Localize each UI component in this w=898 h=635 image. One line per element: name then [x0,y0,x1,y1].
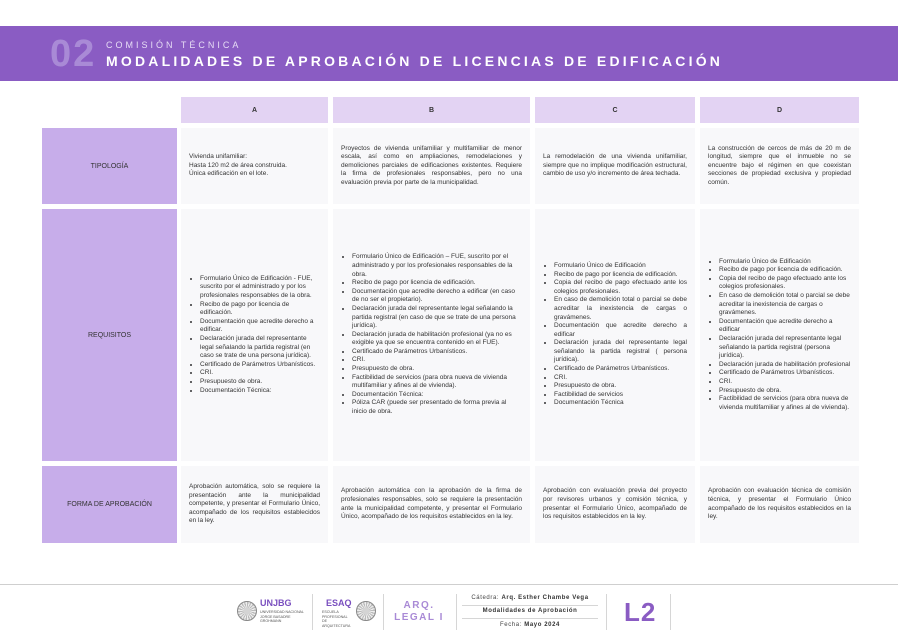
requisito-item: • Documentación que acredite derecho a edificar (en caso de no ser el propietario). [352,288,522,305]
requisito-item: • Documentación que acredite derecho a edificar [719,318,851,335]
course-name [390,600,448,624]
section-subtitle: COMISIÓN TÉCNICA [106,40,242,50]
course-name-line2: LEGAL I [394,612,444,623]
tipologia-a-line: Hasta 120 m2 de área construida. [189,161,287,169]
page-title: MODALIDADES DE APROBACIÓN DE LICENCIAS DE EDIFICACIÓN [106,53,724,69]
section-number: 02 [50,33,97,75]
aprobacion-a-text: Aprobación automática, solo se requiere la presentación ante la municipalidad competente, y presentar el Formulario Único, acompañado de los requisitos establecidos en la ley. [189,483,320,525]
requisito-item: • Declaración jurada del representante legal señalando la partida registral (persona jurídica). [719,335,851,361]
aprobacion-d-text: Aprobación con evaluación técnica de comisión técnica, y presentar el Formulario Único acompañado de los requisitos establecidos en la ley. [708,487,851,521]
requisito-item: • Declaración jurada de habilitación profesional (ya no es exigible ya que se encuentra contenido en el FUE). [352,331,522,348]
requisito-item: • Declaración jurada del representante legal señalando la partida registral (en caso de que se trate de una persona jurídica). [352,305,522,331]
requisito-item: • Certificado de Parámetros Urbanísticos. [200,361,320,370]
requisito-item: • Formulario Único de Edificación [554,262,687,271]
aprobacion-b-text: Aprobación automática con la aprobación de la firma de profesionales responsables, solo se requiere la presentación ante la municipalidad competente, y presentar el Formulario Único, acompañado de los requisitos establecidos en la ley. [341,487,522,521]
course-name-line1: ARQ. [403,600,435,611]
requisitos-b-list [341,253,522,416]
cell-tipologia-c [535,128,695,204]
requisito-item: • En caso de demolición total o parcial se debe acreditar la inexistencia de cargas o gravámenes. [719,292,851,318]
cell-tipologia-d [700,128,859,204]
requisito-item: • Presupuesto de obra. [352,365,522,374]
requisito-item: • Presupuesto de obra. [200,378,320,387]
requisito-item: • Recibo de pago por licencia de edificación. [200,301,320,318]
esaq-seal-icon [356,601,376,621]
cell-requisitos-b [333,209,530,461]
catedra-value: Arq. Esther Chambe Vega [501,595,589,601]
requisito-item: • Póliza CAR (puede ser presentado de forma previa al inicio de obra. [352,399,522,416]
cell-aprobacion-c [535,466,695,543]
requisito-item: • En caso de demolición total o parcial se debe acreditar la inexistencia de cargas o gravámenes. [554,296,687,322]
cell-requisitos-c [535,209,695,461]
footer-separator [312,594,313,630]
requisito-item: • Presupuesto de obra. [719,387,851,396]
fecha-label: Fecha: [500,622,522,628]
cell-tipologia-b [333,128,530,204]
footer-separator [383,594,384,630]
requisito-item: • Certificado de Parámetros Urbanísticos. [352,348,522,357]
requisito-item: • Certificado de Parámetros Urbanísticos. [554,365,687,374]
footer-divider [0,584,898,585]
cell-requisitos-a [181,209,328,461]
unjbg-logo-subtitle: UNIVERSIDAD NACIONAL JORGE BASADRE GROHMANN [260,610,304,623]
requisitos-d-list [708,258,851,413]
esaq-logo-subtitle: ESCUELA PROFESIONAL DE ARQUITECTURA [322,610,351,628]
sheet-code: L2 [624,597,657,627]
header-band [0,26,898,81]
doc-title: Modalidades de Aprobación [482,608,578,614]
cell-aprobacion-a [181,466,328,543]
catedra-label: Cátedra: [471,595,500,601]
requisito-item: • Documentación Técnica: [352,391,522,400]
requisito-item: • Copia del recibo de pago efectuado ante los colegios profesionales. [554,279,687,296]
requisito-item: • Recibo de pago por licencia de edificación. [554,271,687,280]
footer-separator [606,594,607,630]
catedra-line [460,595,600,601]
requisito-item: • Documentación que acredite derecho a edificar [554,322,687,339]
requisito-item: • Documentación Técnica: [200,387,320,396]
requisito-item: • Certificado de Parámetros Urbanísticos. [719,369,851,378]
footer-separator [670,594,671,630]
requisito-item: • Copia del recibo de pago efectuado ante los colegios profesionales. [719,275,851,292]
requisitos-a-list [189,275,320,395]
cell-requisitos-d [700,209,859,461]
requisito-item: • Declaración jurada del representante legal señalando la partida registral ( persona jurídica). [554,339,687,365]
row-header-forma-aprobacion: FORMA DE APROBACIÓN [42,466,177,543]
requisito-item: • CRI. [352,356,522,365]
column-header-d: D [700,97,859,123]
requisito-item: • Documentación que acredite derecho a edificar. [200,318,320,335]
cell-aprobacion-b [333,466,530,543]
cell-aprobacion-d [700,466,859,543]
requisito-item: • Factibilidad de servicios (para obra nueva de vivienda multifamiliar y afines al de vivienda). [352,374,522,391]
row-header-requisitos: REQUISITOS [42,209,177,461]
requisitos-c-list [543,262,687,408]
tipologia-b-text: Proyectos de vivienda unifamiliar y multifamiliar de menor escala, así como en ampliaciones, remodelaciones y demoliciones parciales de edificaciones existentes. Requiere la firma de profesionales responsables, pero no una evaluación previa por parte de la municipalidad. [341,144,522,186]
column-header-b: B [333,97,530,123]
requisito-item: • CRI. [200,369,320,378]
cell-tipologia-a [181,128,328,204]
tipologia-a-line: Única edificación en el lote. [189,170,269,178]
requisito-item: • Declaración jurada de habilitación profesional [719,361,851,370]
esaq-logo-name: ESAQ [326,598,352,608]
requisito-item: • CRI. [554,374,687,383]
requisito-item: • Documentación Técnica [554,399,687,408]
aprobacion-c-text: Aprobación con evaluación previa del proyecto por revisores urbanos y comisión técnica, y presentar el Formulario Único, acompañado de los requisitos establecidos en la ley. [543,487,687,521]
requisito-item: • CRI. [719,378,851,387]
tipologia-a-line: Vivienda unifamiliar: [189,153,248,161]
requisito-item: • Declaración jurada del representante legal señalando la partida registral (en caso se trate de una persona jurídica). [200,335,320,361]
requisito-item: • Formulario Único de Edificación – FUE, suscrito por el administrado y por los profesionales responsables de la obra. [352,253,522,279]
requisito-item: • Factibilidad de servicios [554,391,687,400]
meta-divider [462,618,598,619]
tipologia-c-text: La remodelación de una vivienda unifamiliar, siempre que no implique modificación estructural, cambio de uso y/o incremento de área techada. [543,153,687,178]
requisito-item: • Formulario Único de Edificación - FUE, suscrito por el administrado y por los profesionales responsables de la obra. [200,275,320,301]
column-header-a: A [181,97,328,123]
unjbg-seal-icon [237,601,257,621]
tipologia-d-text: La construcción de cercos de más de 20 m de longitud, siempre que el inmueble no se encuentre bajo el régimen en que coexistan secciones de propiedad exclusiva y propiedad común. [708,144,851,186]
footer-separator [456,594,457,630]
requisito-item: • Recibo de pago por licencia de edificación. [719,266,851,275]
unjbg-logo-name: UNJBG [260,598,292,608]
fecha-value: Mayo 2024 [524,622,560,628]
requisito-item: • Recibo de pago por licencia de edificación. [352,279,522,288]
row-header-tipologia: TIPOLOGÍA [42,128,177,204]
column-header-c: C [535,97,695,123]
doc-title-line [460,608,600,614]
fecha-line [460,622,600,628]
requisito-item: • Presupuesto de obra. [554,382,687,391]
requisito-item: • Formulario Único de Edificación [719,258,851,267]
meta-divider [462,605,598,606]
requisito-item: • Factibilidad de servicios (para obra nueva de vivienda multifamiliar y afines al de vivienda). [719,395,851,412]
